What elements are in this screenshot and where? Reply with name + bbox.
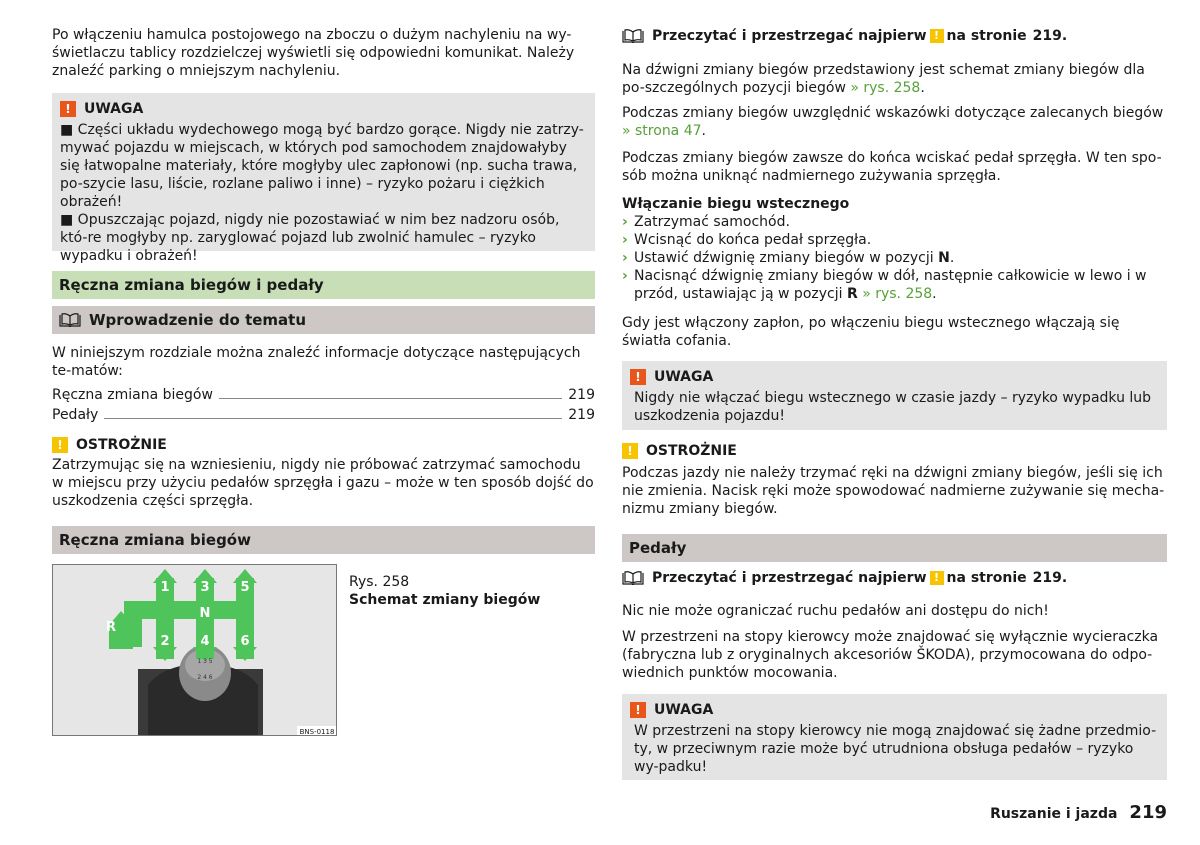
knob-label: 1 3 5 <box>197 658 213 665</box>
read-first-text: Przeczytać i przestrzegać najpierw <box>652 570 927 586</box>
toc-label: Pedały <box>52 407 99 423</box>
book-icon <box>59 313 81 327</box>
toc-page: 219 <box>568 407 595 423</box>
page-number: 219 <box>1129 802 1167 823</box>
paragraph: Nic nie może ograniczać ruchu pedałów ani dostępu do nich! <box>622 603 1049 619</box>
toc-leader <box>104 418 562 419</box>
gear-label: 1 <box>160 580 170 595</box>
step-item <box>622 231 1167 249</box>
section-title <box>622 534 1167 562</box>
toc-intro: W niniejszym rozdziale można znaleźć informacje dotyczące następujących te-matów: <box>52 345 581 379</box>
section-label: Ręczna zmiana biegów <box>59 531 251 549</box>
toc-label: Ręczna zmiana biegów <box>52 387 213 403</box>
read-first-text: na stronie <box>946 28 1027 44</box>
caution-header <box>622 441 1167 461</box>
step-item <box>622 213 1167 231</box>
paragraph-text: Na dźwigni zmiany biegów przedstawiony jest schemat zmiany biegów dla po-szczególnych pozycji biegów <box>622 62 1145 96</box>
reverse-steps <box>622 213 1167 303</box>
gear-shift-figure <box>52 564 337 736</box>
read-first-note <box>622 27 1067 45</box>
caution-icon: ! <box>622 443 638 459</box>
gear-label: R <box>105 620 117 635</box>
caution-block <box>52 435 595 510</box>
caution-title: OSTROŻNIE <box>76 437 167 453</box>
warning-text: W przestrzeni na stopy kierowcy nie mogą znajdować się żadne przedmio-ty, w przeciwnym razie może być utrudniona obsługa pedałów – ryzyko wy-padku! <box>634 723 1157 775</box>
knob-label: 2 4 6 <box>197 674 213 681</box>
paragraph: Gdy jest włączony zapłon, po włączeniu biegu wstecznego włączają się światła cofania. <box>622 315 1120 349</box>
page-footer <box>990 804 1167 823</box>
warning-header <box>60 99 587 119</box>
gear-label: 6 <box>240 634 250 649</box>
toc-page: 219 <box>568 387 595 403</box>
gear-label: 2 <box>160 634 170 649</box>
caution-icon: ! <box>52 437 68 453</box>
read-first-page: 219. <box>1032 28 1068 44</box>
gear-position: R <box>846 286 858 302</box>
warning-item: ■ Części układu wydechowego mogą być bardzo gorące. Nigdy nie zatrzy-mywać pojazdu w miejscach, w których pod samochodem znajdowałyby się łatwopalne materiały, które mogłyby ulec zapłonowi (np. sucha trawa, po-szycie lasu, liście, rozlane paliwo i inne) – ryzyko pożaru i ciężkich obrażeń! <box>60 122 584 210</box>
figure-caption <box>349 573 595 609</box>
reverse-heading: Włączanie biegu wstecznego <box>622 196 850 212</box>
warning-icon: ! <box>630 369 646 385</box>
read-first-note <box>622 569 1067 587</box>
caution-title: OSTROŻNIE <box>646 443 737 459</box>
step-arrow-icon: › <box>622 232 628 248</box>
caution-icon: ! <box>930 571 944 585</box>
caution-block <box>622 441 1167 518</box>
step-text: Ustawić dźwignię zmiany biegów w pozycji <box>634 250 934 266</box>
paragraph <box>622 104 1167 140</box>
caption-number: Rys. 258 <box>349 574 410 590</box>
toc-item[interactable] <box>52 384 595 404</box>
figure-link[interactable]: » rys. 258 <box>862 286 933 302</box>
step-text: Nacisnąć dźwignię zmiany biegów w dół, następnie całkowicie w lewo i w przód, ustawiając ją w pozycji <box>634 268 1147 302</box>
toc-list <box>52 384 595 424</box>
book-icon <box>622 571 644 585</box>
read-first-page: 219. <box>1032 570 1068 586</box>
read-first-text: na stronie <box>946 570 1027 586</box>
page-link[interactable]: » strona 47 <box>622 123 702 139</box>
book-icon <box>622 29 644 43</box>
paragraph-text: Podczas zmiany biegów uwzględnić wskazówki dotyczące zalecanych biegów <box>622 105 1164 121</box>
warning-icon: ! <box>630 702 646 718</box>
figure-code: BNS-0118 <box>299 728 335 736</box>
gear-pattern-diagram <box>53 565 337 736</box>
warning-box <box>622 361 1167 430</box>
subsection-title <box>52 306 595 334</box>
step-arrow-icon: › <box>622 214 628 230</box>
toc-item[interactable] <box>52 404 595 424</box>
gear-label: N <box>199 606 211 621</box>
section-label: Pedały <box>629 539 687 557</box>
warning-title: UWAGA <box>654 369 714 385</box>
paragraph: W przestrzeni na stopy kierowcy może znajdować się wyłącznie wycieraczka (fabryczna lub z oryginalnych akcesoriów ŠKODA), przymocowana do odpo-wiednich punktów mocowania. <box>622 629 1159 681</box>
intro-paragraph: Po włączeniu hamulca postojowego na zboczu o dużym nachyleniu na wy-świetlaczu tablicy rozdzielczej wyświetli się odpowiedni komunikat. Należy znaleźć parking o mniejszym nachyleniu. <box>52 27 575 79</box>
paragraph <box>622 61 1167 97</box>
caution-text: Zatrzymując się na wzniesieniu, nigdy nie próbować zatrzymać samochodu w miejscu przy użyciu pedałów sprzęgła i gazu – może w ten sposób dojść do uszkodzenia części sprzęgła. <box>52 457 594 509</box>
step-item: › Ustawić dźwignię zmiany biegów w pozycji N. <box>622 250 955 266</box>
warning-item: ■ Opuszczając pojazd, nigdy nie pozostawiać w nim bez nadzoru osób, któ-re mogłyby np. zaryglować pojazd lub zwolnić hamulec – ryzyko wypadku i obrażeń! <box>60 212 560 264</box>
warning-box <box>52 93 595 264</box>
warning-box <box>622 694 1167 780</box>
period: . <box>701 123 706 139</box>
gear-label: 5 <box>240 580 250 595</box>
warning-title: UWAGA <box>84 101 144 117</box>
caution-header <box>52 435 595 455</box>
caption-title: Schemat zmiany biegów <box>349 592 541 608</box>
section-title <box>52 526 595 554</box>
step-arrow-icon: › <box>622 268 628 284</box>
caution-text: Podczas jazdy nie należy trzymać ręki na dźwigni zmiany biegów, jeśli się ich nie zmienia. Nacisk ręki może spowodować nadmierne zużywanie się mecha-nizmu zmiany biegów. <box>622 465 1165 517</box>
period: . <box>920 80 925 96</box>
step-arrow-icon: › <box>622 250 628 266</box>
warning-text: Nigdy nie włączać biegu wstecznego w czasie jazdy – ryzyko wypadku lub uszkodzenia pojazdu! <box>634 390 1152 424</box>
step-text: Zatrzymać samochód. <box>634 214 790 230</box>
gear-position: N <box>938 250 950 266</box>
toc-leader <box>219 398 562 399</box>
section-title: Ręczna zmiana biegów i pedały <box>52 271 595 299</box>
figure-link[interactable]: » rys. 258 <box>850 80 921 96</box>
warning-header <box>630 700 1159 720</box>
gear-label: 4 <box>200 634 210 649</box>
warning-title: UWAGA <box>654 702 714 718</box>
gear-label: 3 <box>200 580 210 595</box>
read-first-text: Przeczytać i przestrzegać najpierw <box>652 28 927 44</box>
caution-icon: ! <box>930 29 944 43</box>
warning-icon: ! <box>60 101 76 117</box>
chapter-name: Ruszanie i jazda <box>990 806 1118 822</box>
paragraph: Podczas zmiany biegów zawsze do końca wciskać pedał sprzęgła. W ten spo-sób można uniknąć nadmiernego zużywania sprzęgła. <box>622 150 1162 184</box>
step-item: › Nacisnąć dźwignię zmiany biegów w dół, następnie całkowicie w lewo i w przód, ustawiając ją w pozycji R » rys. 258. <box>622 268 1147 302</box>
subsection-label: Wprowadzenie do tematu <box>89 311 307 329</box>
step-text: Wcisnąć do końca pedał sprzęgła. <box>634 232 872 248</box>
warning-header <box>630 367 1159 387</box>
